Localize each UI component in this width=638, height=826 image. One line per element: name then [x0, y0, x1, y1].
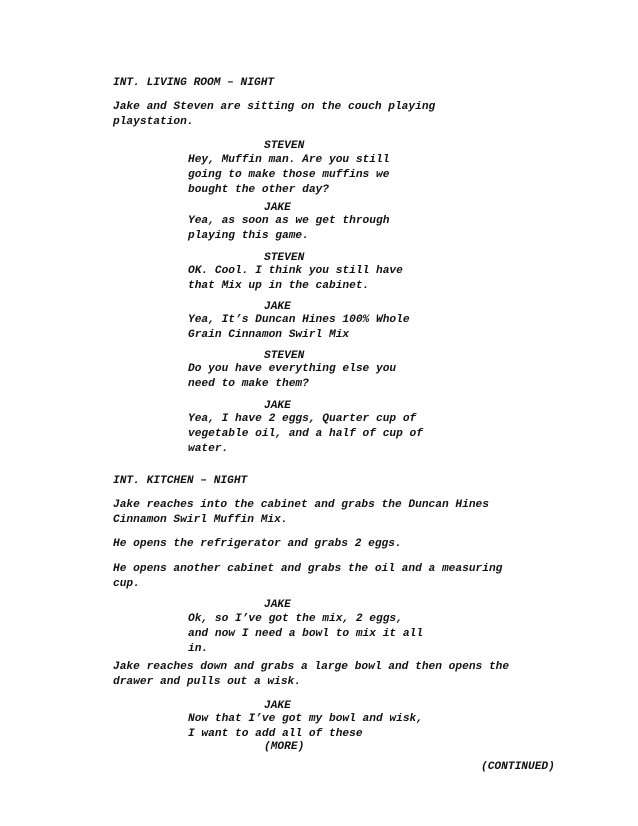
- action-line: Cinnamon Swirl Muffin Mix.: [113, 514, 288, 526]
- action-line: Jake reaches into the cabinet and grabs the Duncan Hines: [113, 499, 489, 511]
- scene-heading-living-room: INT. LIVING ROOM – NIGHT: [113, 77, 275, 89]
- character-name-steven: STEVEN: [264, 350, 305, 362]
- dialogue-line: I want to add all of these: [188, 728, 363, 740]
- character-name-jake: JAKE: [264, 700, 291, 712]
- dialogue-line: Yea, It’s Duncan Hines 100% Whole: [188, 314, 410, 326]
- character-name-jake: JAKE: [264, 599, 291, 611]
- dialogue-line: Yea, as soon as we get through: [188, 215, 390, 227]
- dialogue-line: Yea, I have 2 eggs, Quarter cup of: [188, 413, 417, 425]
- character-name-steven: STEVEN: [264, 252, 305, 264]
- dialogue-line: that Mix up in the cabinet.: [188, 280, 370, 292]
- action-line: playstation.: [113, 116, 194, 128]
- dialogue-line: in.: [188, 643, 209, 655]
- character-name-jake: JAKE: [264, 202, 291, 214]
- action-line: Jake and Steven are sitting on the couch playing: [113, 101, 436, 113]
- dialogue-line: Do you have everything else you: [188, 363, 397, 375]
- parenthetical-more: (MORE): [264, 741, 305, 753]
- action-line: Jake reaches down and grabs a large bowl and then opens the: [113, 661, 510, 673]
- scene-heading-kitchen: INT. KITCHEN – NIGHT: [113, 475, 248, 487]
- dialogue-line: OK. Cool. I think you still have: [188, 265, 403, 277]
- dialogue-line: and now I need a bowl to mix it all: [188, 628, 423, 640]
- dialogue-line: Now that I’ve got my bowl and wisk,: [188, 713, 423, 725]
- dialogue-line: Hey, Muffin man. Are you still: [188, 154, 390, 166]
- character-name-steven: STEVEN: [264, 140, 305, 152]
- action-line: cup.: [113, 578, 140, 590]
- dialogue-line: water.: [188, 443, 229, 455]
- dialogue-line: going to make those muffins we: [188, 169, 390, 181]
- dialogue-line: Grain Cinnamon Swirl Mix: [188, 329, 350, 341]
- action-line: He opens the refrigerator and grabs 2 eggs.: [113, 538, 402, 550]
- character-name-jake: JAKE: [264, 400, 291, 412]
- dialogue-line: need to make them?: [188, 378, 309, 390]
- action-line: He opens another cabinet and grabs the oil and a measuring: [113, 563, 503, 575]
- character-name-jake: JAKE: [264, 301, 291, 313]
- action-line: drawer and pulls out a wisk.: [113, 676, 301, 688]
- continued-marker: (CONTINUED): [481, 761, 555, 773]
- dialogue-line: playing this game.: [188, 230, 309, 242]
- dialogue-line: bought the other day?: [188, 184, 329, 196]
- dialogue-line: Ok, so I’ve got the mix, 2 eggs,: [188, 613, 403, 625]
- dialogue-line: vegetable oil, and a half of cup of: [188, 428, 423, 440]
